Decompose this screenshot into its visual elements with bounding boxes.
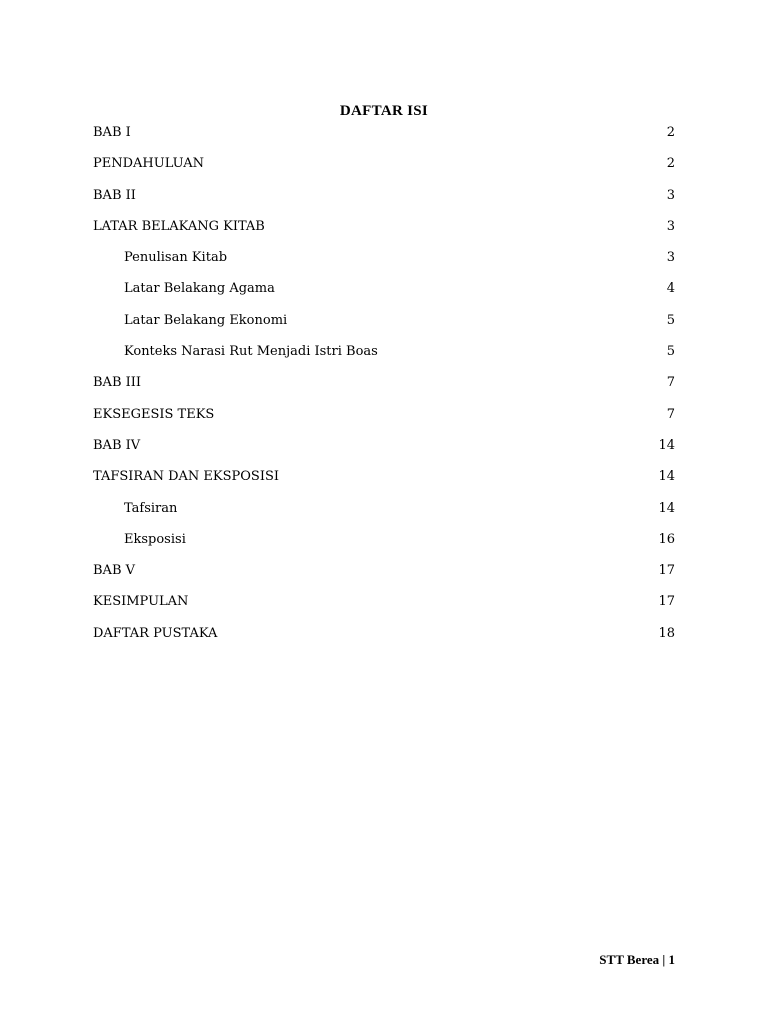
toc-entry-page: 3 [666,218,675,234]
toc-entry[interactable] [93,399,675,430]
toc-entry-label: BAB I [93,125,131,140]
toc-entry-label: DAFTAR PUSTAKA [93,625,218,641]
toc-dot-leader [228,249,666,261]
toc-entry[interactable] [93,148,675,179]
toc-dot-leader [266,218,666,230]
toc-subentry[interactable] [93,336,675,367]
toc-entry[interactable] [93,461,675,492]
toc-entry[interactable] [93,618,675,649]
toc-entry-label: EKSEGESIS TEKS [93,406,215,422]
toc-entry[interactable] [93,555,675,586]
toc-entry-label: Penulisan Kitab [124,250,228,266]
toc-subentry[interactable] [93,273,675,304]
toc-entry-page: 2 [666,125,675,140]
toc-entry-label: LATAR BELAKANG KITAB [93,218,265,234]
toc-entry-label: KESIMPULAN [93,594,189,610]
toc-dot-leader [137,187,666,199]
toc-dot-leader [187,531,658,543]
page-footer: STT Berea | 1 [599,952,675,967]
toc-subentry[interactable] [93,305,675,336]
toc-dot-leader [132,124,666,136]
toc-dot-leader [142,374,666,386]
toc-entry-page: 5 [666,312,675,328]
toc-entry-label: Tafsiran [124,500,178,516]
toc-dot-leader [189,593,657,605]
toc-entry[interactable] [93,367,675,398]
toc-entry-page: 14 [658,437,675,453]
toc-dot-leader [218,625,657,637]
toc-entry-label: BAB IV [93,437,141,453]
toc-entry-page: 7 [666,406,675,422]
toc-entry-label: Konteks Narasi Rut Menjadi Istri Boas [124,344,378,360]
toc-entry-label: Latar Belakang Agama [124,281,275,297]
toc-title: DAFTAR ISI [339,103,429,119]
toc-dot-leader [205,155,666,167]
toc-entry-label: TAFSIRAN DAN EKSPOSISI [93,469,280,485]
toc-entry-page: 17 [658,594,675,610]
toc-subentry[interactable] [93,493,675,524]
toc-entry-page: 16 [658,531,675,547]
toc-entry-page: 14 [658,469,675,485]
toc-dot-leader [178,500,657,512]
toc-entry-label: BAB III [93,375,142,391]
toc-entry-page: 14 [658,500,675,516]
toc-entry-page: 5 [666,344,675,360]
toc-entry-label: BAB V [93,563,136,579]
toc-entry-page: 4 [666,281,675,297]
toc-dot-leader [276,280,666,292]
toc-entry-label: Latar Belakang Ekonomi [124,312,288,328]
toc-entry[interactable] [93,430,675,461]
toc-entry[interactable] [93,117,675,148]
toc-entry-label: BAB II [93,187,136,203]
toc-dot-leader [280,468,657,480]
toc-dot-leader [379,343,666,355]
toc-entry-page: 18 [658,625,675,641]
toc-dot-leader [141,437,657,449]
toc-dot-leader [215,406,665,418]
toc-entry-page: 3 [666,250,675,266]
toc-entry-page: 7 [666,375,675,391]
toc-subentry[interactable] [93,524,675,555]
toc-subentry[interactable] [93,242,675,273]
toc-entry[interactable] [93,180,675,211]
toc-dot-leader [288,312,666,324]
toc-entry-page: 3 [666,187,675,203]
toc-entry-page: 2 [666,156,675,172]
table-of-contents [93,117,675,649]
toc-entry-label: PENDAHULUAN [93,156,204,172]
toc-entry-page: 17 [658,563,675,579]
toc-entry[interactable] [93,211,675,242]
toc-entry-label: Eksposisi [124,531,186,547]
toc-entry[interactable] [93,586,675,617]
toc-dot-leader [136,562,657,574]
